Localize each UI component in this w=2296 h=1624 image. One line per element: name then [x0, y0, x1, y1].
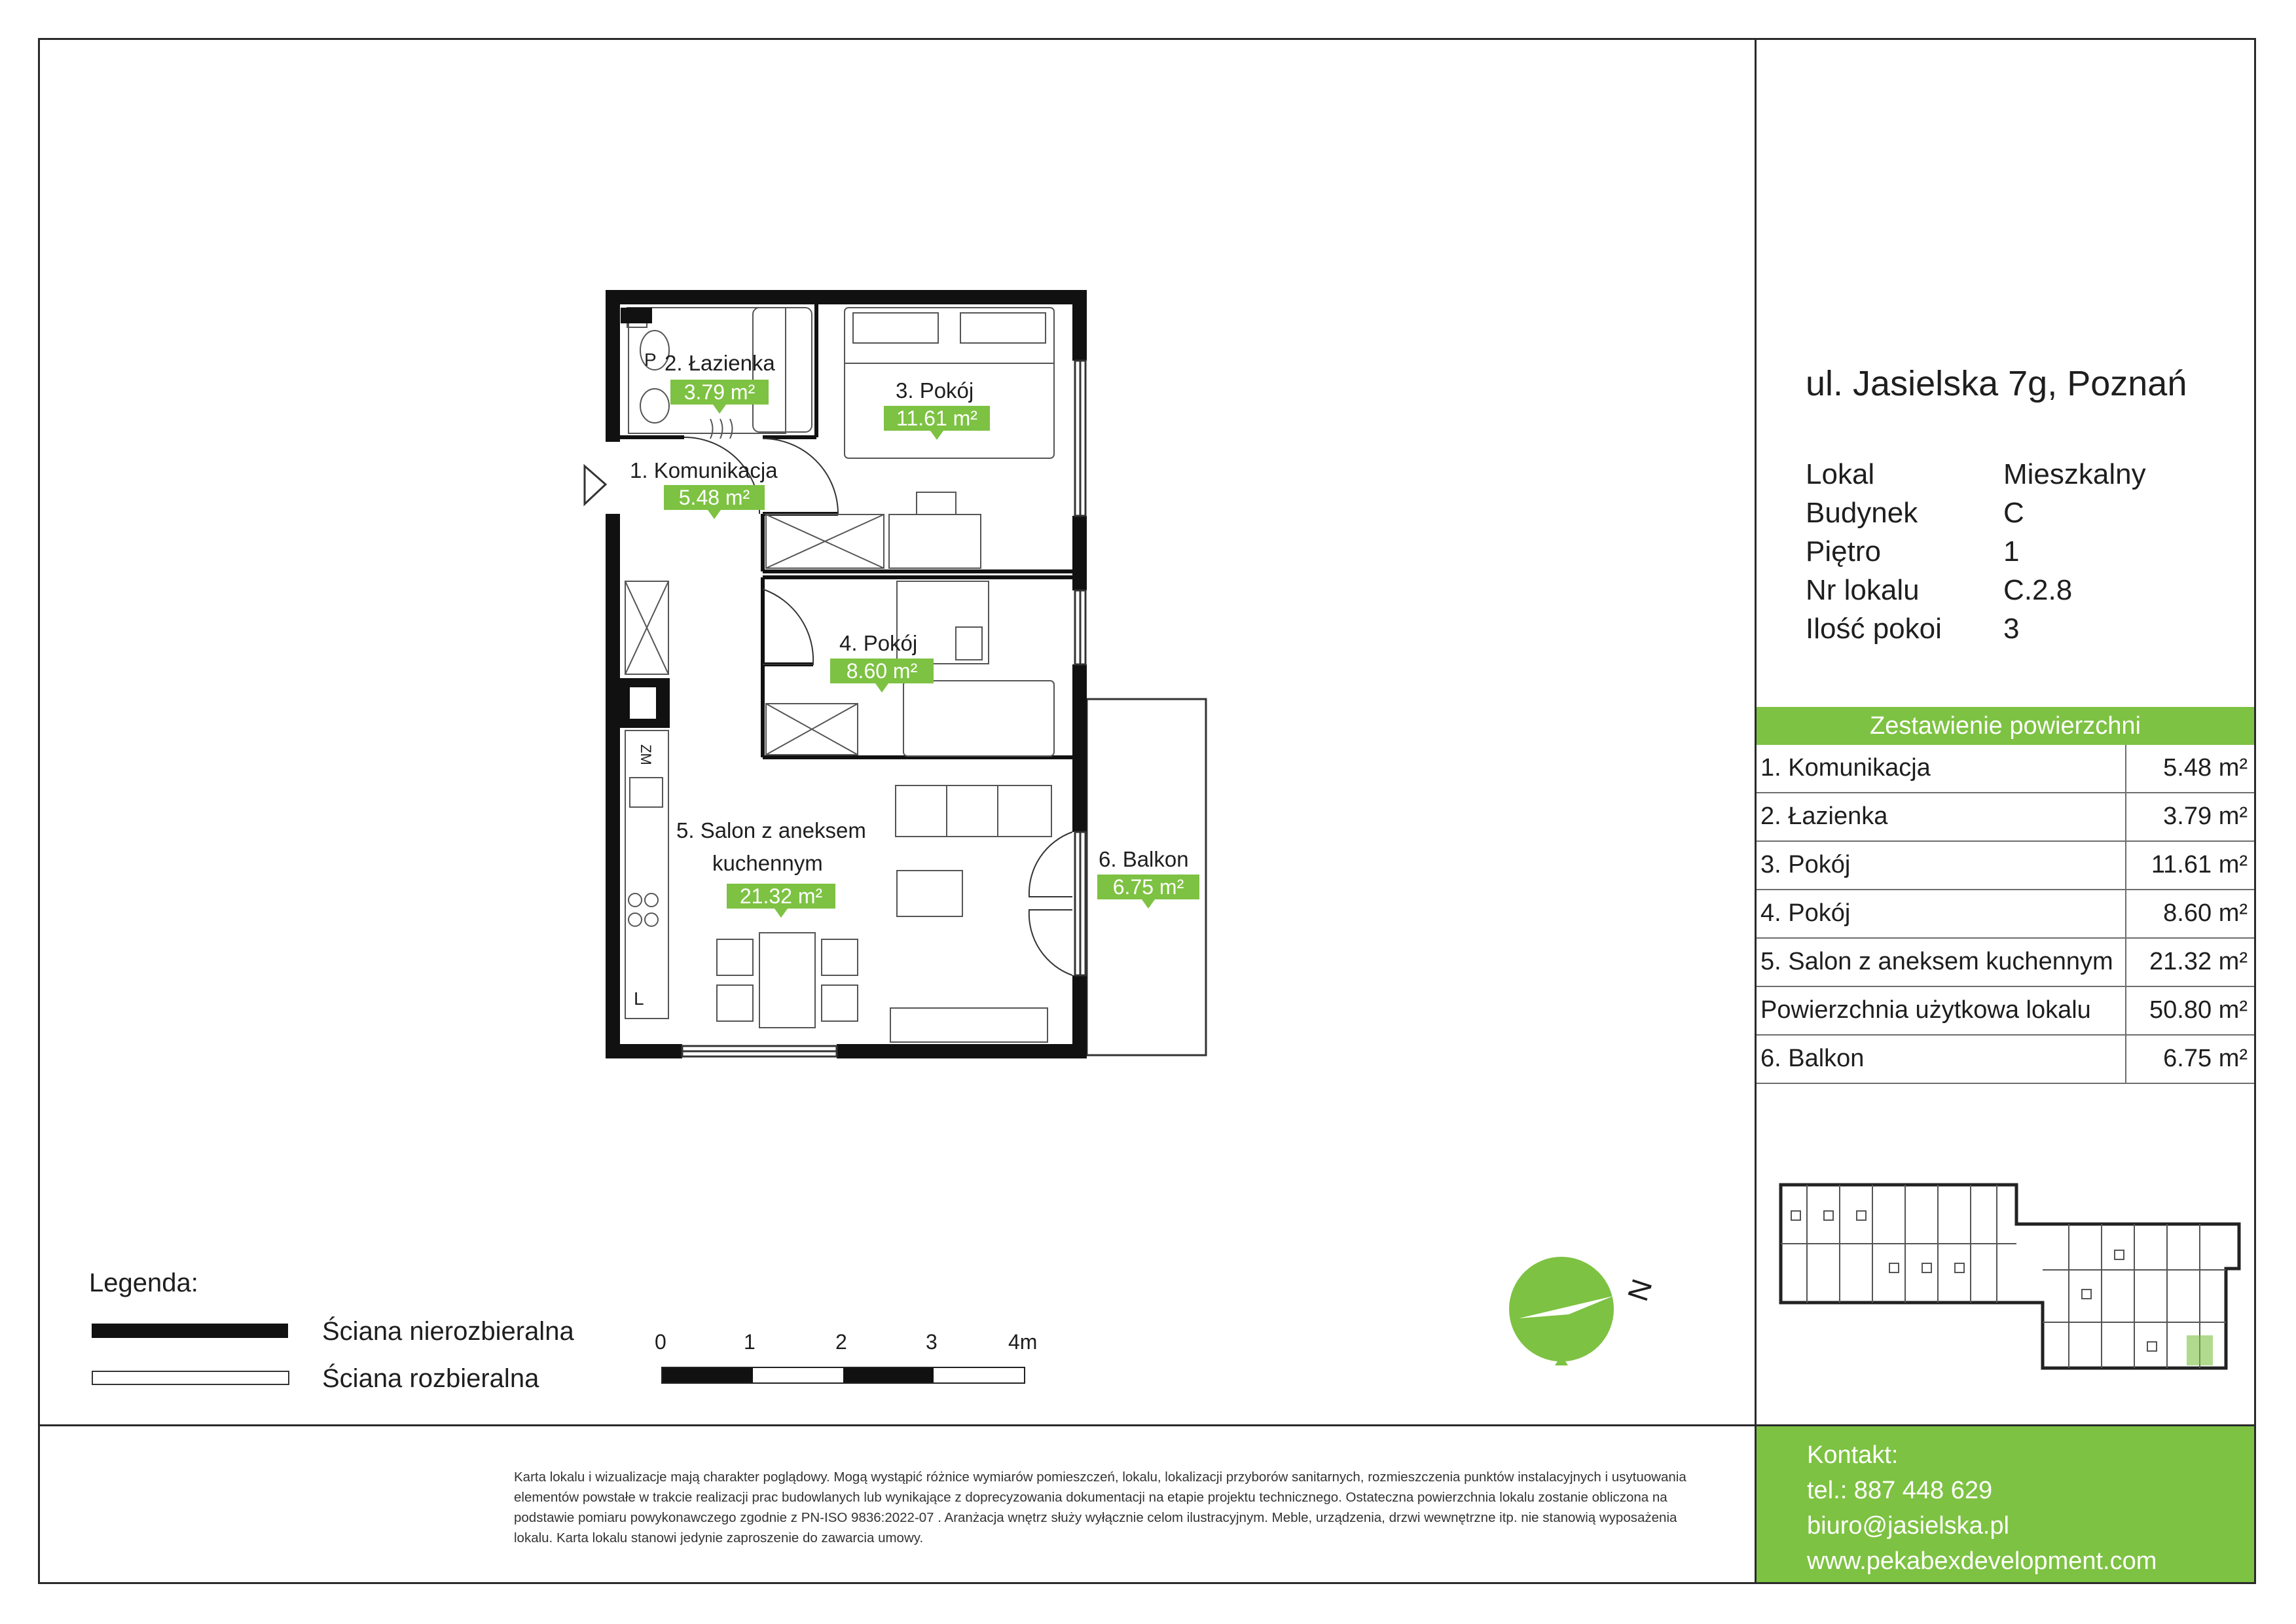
north-label: N — [1622, 1275, 1659, 1305]
contact-title: Kontakt: — [1807, 1441, 1899, 1469]
info-value: 1 — [2003, 535, 2020, 568]
row-name: 3. Pokój — [1760, 851, 1851, 878]
info-value: C.2.8 — [2003, 574, 2073, 606]
contact-phone[interactable]: tel.: 887 448 629 — [1807, 1477, 1993, 1504]
row-area: 50.80 m² — [2149, 996, 2248, 1024]
legend-partition-wall-label: Ściana rozbieralna — [322, 1364, 539, 1393]
info-key: Piętro — [1806, 535, 1881, 568]
scale-bar — [661, 1367, 1025, 1384]
address: ul. Jasielska 7g, Poznań — [1806, 364, 2187, 403]
row-name: 5. Salon z aneksem kuchennym — [1760, 948, 2113, 975]
room-label-balcony: 6. Balkon — [1099, 847, 1189, 871]
plan-mark-zm: ZM — [637, 744, 654, 765]
table-row — [1757, 1036, 2254, 1084]
row-name: 1. Komunikacja — [1760, 754, 1931, 782]
info-value: C — [2003, 497, 2024, 529]
room-area-living: 21.32 m² — [727, 884, 835, 909]
scale-label: 4m — [1008, 1330, 1038, 1354]
row-area: 5.48 m² — [2163, 754, 2248, 782]
area-summary-title: Zestawienie powierzchni — [1757, 707, 2254, 745]
plan-mark-l: L — [634, 988, 644, 1009]
row-area: 11.61 m² — [2151, 851, 2248, 878]
scale-label: 2 — [835, 1330, 847, 1354]
building-key-plan — [1768, 1172, 2252, 1381]
room-area-balcony: 6.75 m² — [1097, 875, 1199, 899]
area-summary-table — [1757, 707, 2254, 1084]
row-area: 8.60 m² — [2163, 899, 2248, 927]
row-area: 6.75 m² — [2163, 1045, 2248, 1072]
info-key: Ilość pokoi — [1806, 613, 1942, 645]
scale-label: 0 — [655, 1330, 666, 1354]
table-row — [1757, 939, 2254, 987]
table-row — [1757, 793, 2254, 842]
scale-label: 3 — [926, 1330, 938, 1354]
north-arrow-icon — [1506, 1250, 1624, 1368]
row-area: 3.79 m² — [2163, 803, 2248, 830]
contact-website[interactable]: www.pekabexdevelopment.com — [1807, 1547, 2157, 1575]
info-value: 3 — [2003, 613, 2020, 645]
room-label-bathroom: 2. Łazienka — [665, 351, 775, 375]
legend-bearing-wall-swatch — [92, 1324, 288, 1338]
plan-mark-p: P — [644, 350, 657, 370]
legend-bearing-wall-label: Ściana nierozbieralna — [322, 1317, 574, 1346]
info-key: Nr lokalu — [1806, 574, 1920, 606]
info-key: Budynek — [1806, 497, 1918, 529]
contact-email[interactable]: biuro@jasielska.pl — [1807, 1512, 2009, 1540]
info-key: Lokal — [1806, 458, 1875, 490]
legend-partition-wall-swatch — [92, 1371, 289, 1385]
unit-highlight — [2187, 1335, 2213, 1365]
entrance-marker — [585, 466, 606, 504]
row-name: Powierzchnia użytkowa lokalu — [1760, 996, 2091, 1024]
table-row — [1757, 890, 2254, 939]
row-name: 2. Łazienka — [1760, 803, 1888, 830]
room-label-living-line2: kuchennym — [712, 851, 823, 875]
room-area-room4: 8.60 m² — [830, 659, 934, 683]
table-row — [1757, 745, 2254, 793]
info-value: Mieszkalny — [2003, 458, 2146, 490]
room-label-room3: 3. Pokój — [896, 378, 974, 403]
row-area: 21.32 m² — [2149, 948, 2248, 975]
row-name: 4. Pokój — [1760, 899, 1851, 927]
contact-info — [1807, 1437, 2157, 1579]
room-area-bathroom: 3.79 m² — [670, 380, 769, 405]
room-label-room4: 4. Pokój — [839, 631, 918, 655]
table-row-total — [1757, 987, 2254, 1036]
row-name: 6. Balkon — [1760, 1045, 1865, 1072]
room-area-corridor: 5.48 m² — [664, 485, 765, 510]
table-row — [1757, 842, 2254, 890]
room-area-room3: 11.61 m² — [884, 406, 990, 431]
disclaimer: Karta lokalu i wizualizacje mają charakter poglądowy. Mogą wystąpić różnice wymiarów pomieszczeń, lokalu, lokalizacji przyborów sanitarnych, rozmieszczenia punktów instalacyjnych i usytuowania elementów powstałe w trakcie realizacji prac budowlanych lub wynikające z doprecyzowania dokumentacji na etapie projektu technicznego. Ostateczna powierzchnia lokalu zostanie obliczona na podstawie pomiaru powykonawczego zgodnie z PN-ISO 9836:2022-07 . Aranżacja wnętrz służy wyłącznie celom ilustracyjnym. Meble, urządzenia, drzwi wewnętrzne itp. nie stanowią wyposażenia lokalu. Karta lokalu stanowi jedynie zaproszenie do zawarcia umowy. — [514, 1470, 1686, 1545]
room-label-corridor: 1. Komunikacja — [630, 458, 778, 482]
room-label-living-line1: 5. Salon z aneksem — [676, 818, 866, 842]
scale-label: 1 — [744, 1330, 756, 1354]
legend-title: Legenda: — [89, 1269, 198, 1297]
